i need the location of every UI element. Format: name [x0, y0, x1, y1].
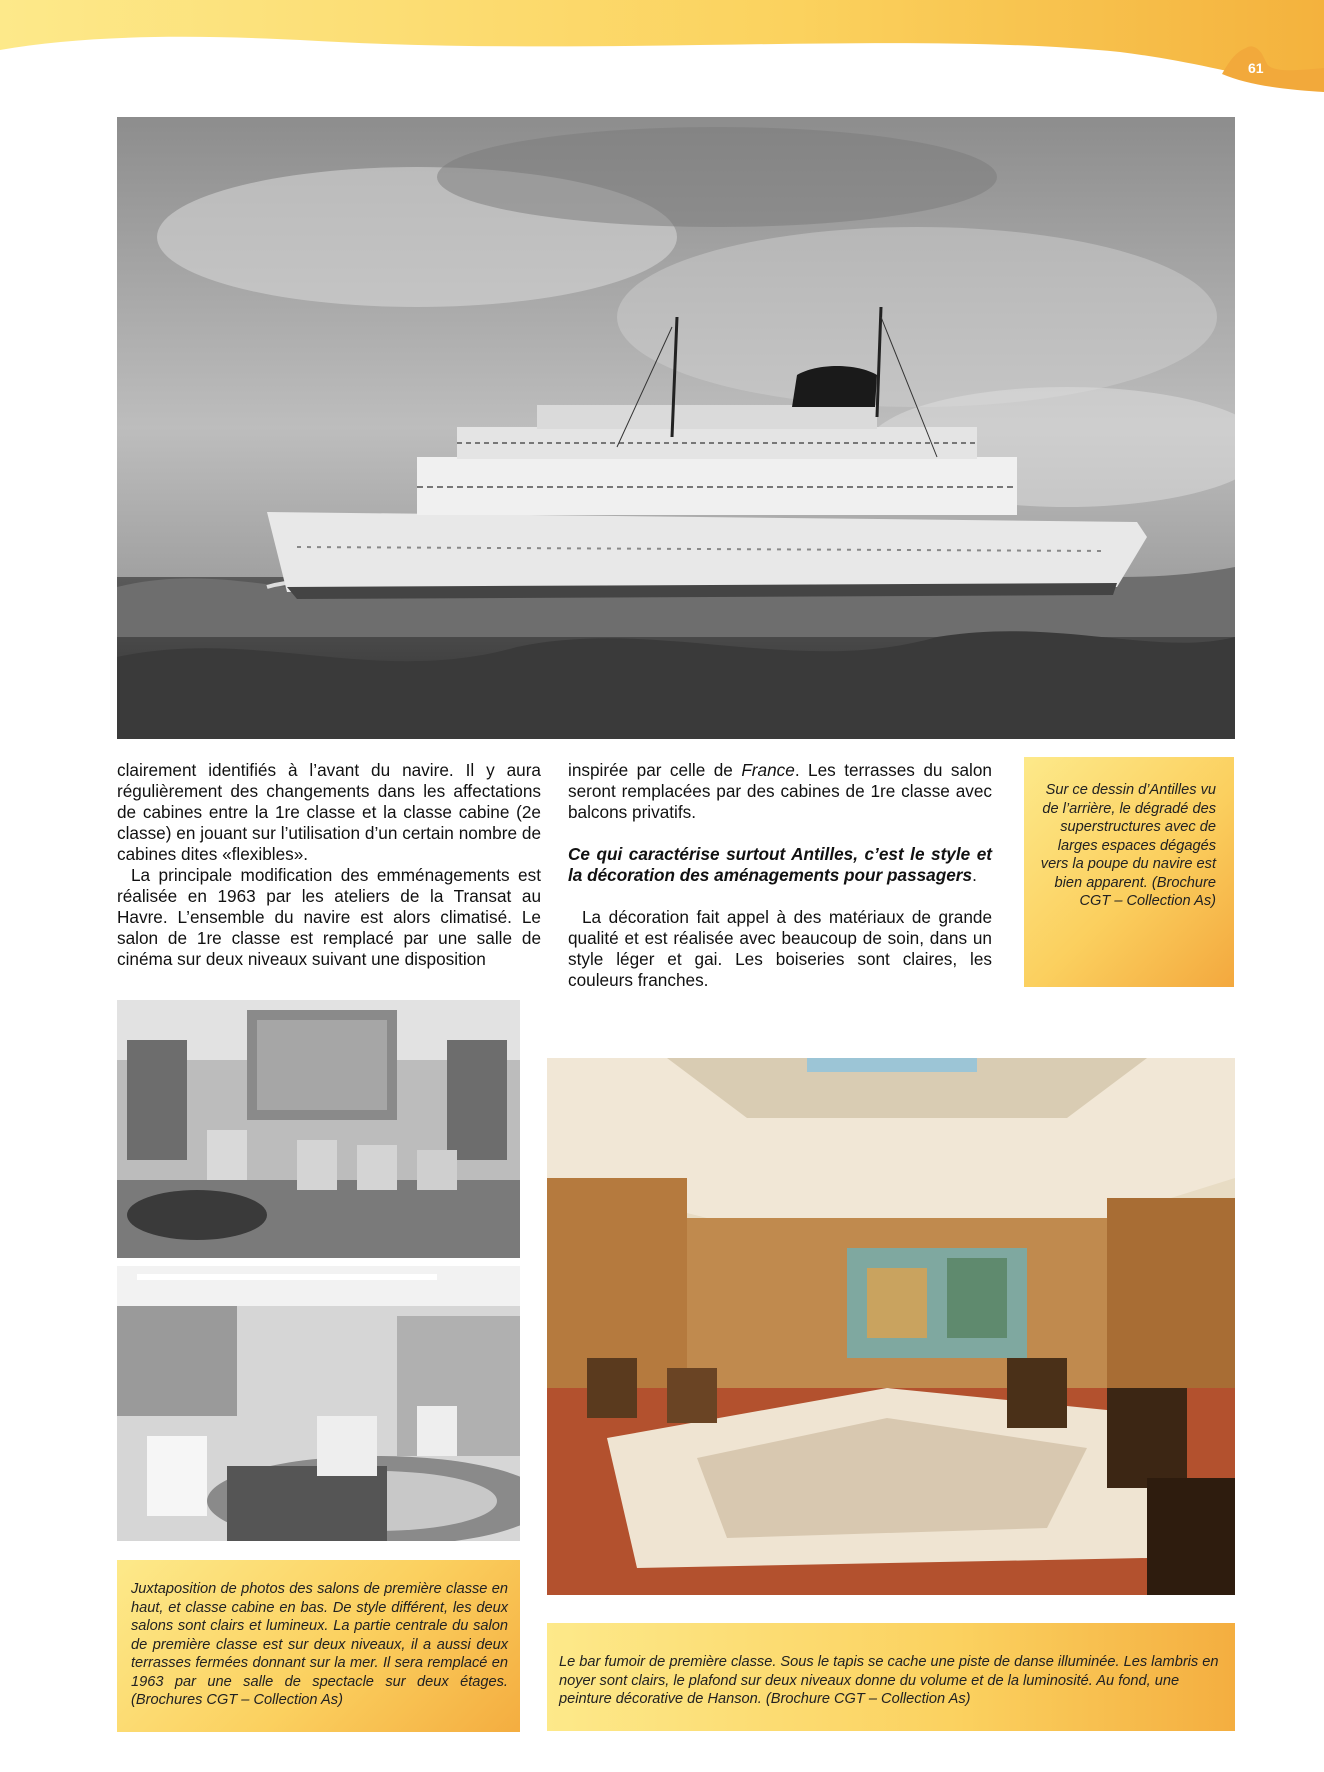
- text-run: .: [972, 865, 977, 885]
- caption-text: Sur ce dessin d’Antilles vu de l’arrière, le dégradé des superstructures avec de larges espaces dégagés vers la poupe du navire est bien apparent. (Brochure CGT – Collection As): [1040, 782, 1216, 909]
- text-column-middle: [568, 760, 992, 991]
- paragraph: [568, 760, 992, 823]
- lead-text: Ce qui caractérise surtout Antilles, c’est le style et la décoration des aménagements pour passagers: [568, 844, 992, 885]
- smoking-bar-image: [547, 1058, 1235, 1595]
- paragraph: La principale modification des emménagements est réalisée en 1963 par les ateliers de la Transat au Havre. L’ensemble du navire est alors climatisé. Le salon de 1re classe est remplacé par une salle de cinéma sur deux niveaux suivant une disposition: [117, 865, 541, 969]
- ship-drawing-image: [117, 117, 1235, 739]
- ship-name: France: [741, 760, 795, 780]
- paragraph: La décoration fait appel à des matériaux de grande qualité et est réalisée avec beaucoup de soin, dans un style léger et gai. Les boiseries sont claires, les couleurs franches.: [568, 907, 992, 990]
- caption-bar: [547, 1623, 1235, 1731]
- text-run: . Les terrasses du salon seront remplacées par des cabines de 1re classe avec balcons privatifs.: [568, 760, 992, 822]
- caption-text: Le bar fumoir de première classe. Sous le tapis se cache une piste de danse illuminée. Les lambris en noyer sont clairs, le plafond sur deux niveaux donne du volume et de la luminosité. Au fond, une peinture décorative de Hanson. (Brochure CGT – Collection As): [559, 1654, 1219, 1707]
- text-column-left: [117, 760, 541, 970]
- caption-text: Juxtaposition de photos des salons de première classe en haut, et classe cabine en bas. De style différent, les deux salons sont clairs et lumineux. La partie centrale du salon de première classe est sur deux niveaux, il a aussi deux terrasses fermées donnant sur la mer. Il sera remplacé en 1963 par une salle de spectacle sur deux étages. (Brochures CGT – Collection As): [131, 1581, 508, 1708]
- text-run: inspirée par celle de: [568, 760, 742, 780]
- cabin-class-salon-image: [117, 1266, 520, 1541]
- page-number: 61: [1248, 60, 1264, 76]
- paragraph: clairement identifiés à l’avant du navire. Il y aura régulièrement des changements dans les affectations de cabines entre la 1re classe et la classe cabine (2e classe) en jouant sur l’utilisation d’un certain nombre de cabines dites «flexibles».: [117, 760, 541, 864]
- caption-ship-drawing: [1024, 757, 1234, 987]
- first-class-salon-image: [117, 1000, 520, 1258]
- header-banner: [0, 0, 1324, 92]
- caption-salons: [117, 1560, 520, 1732]
- lead-paragraph: [568, 844, 992, 886]
